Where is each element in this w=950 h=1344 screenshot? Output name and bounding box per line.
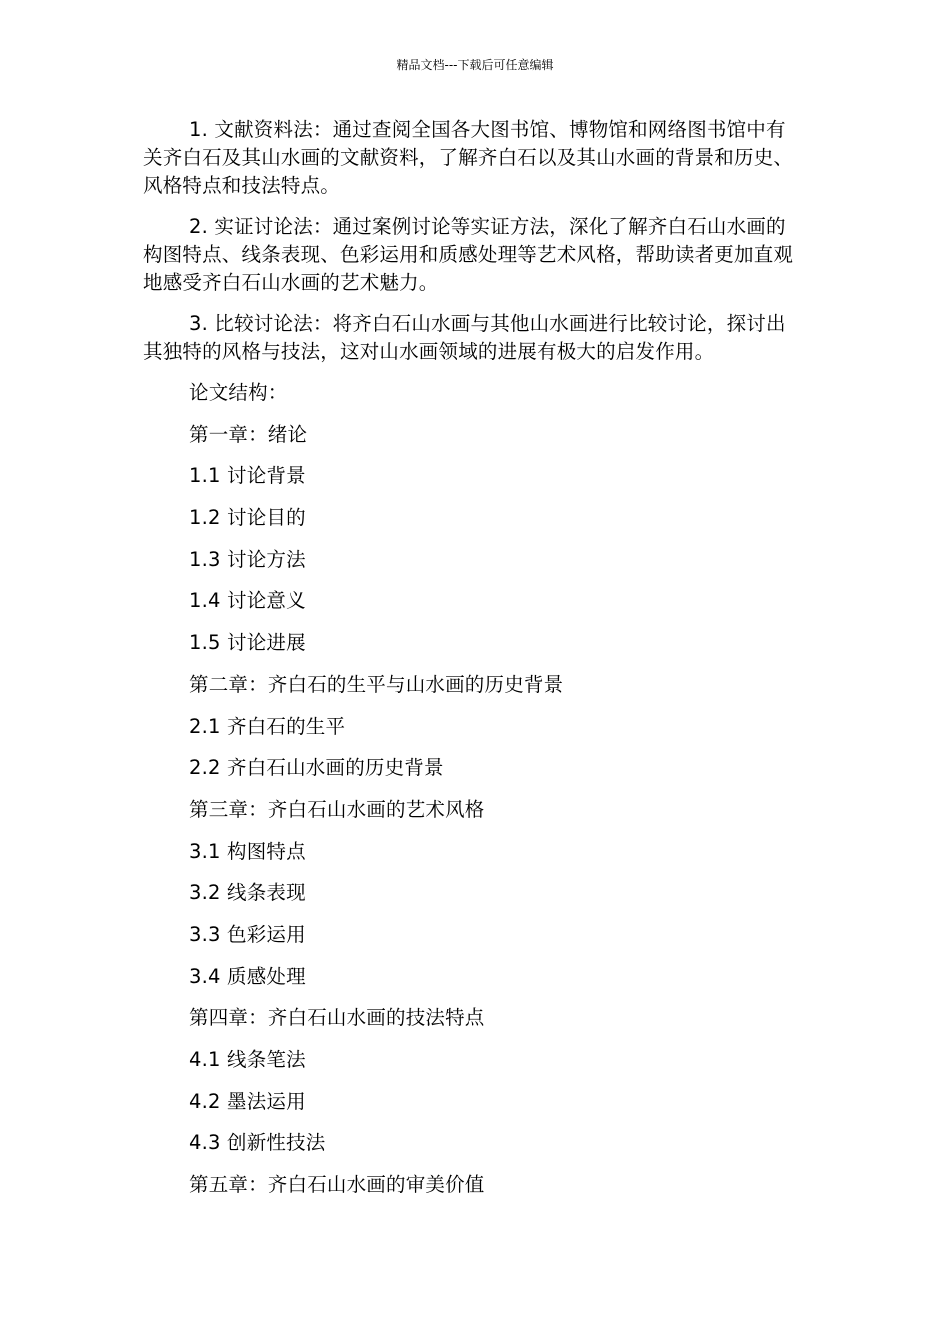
- outline-chapter: 第一章：绪论: [189, 422, 308, 446]
- outline-chapter: 第二章：齐白石的生平与山水画的历史背景: [189, 672, 564, 696]
- outline-chapter: 第五章：齐白石山水画的审美价值: [189, 1173, 485, 1197]
- outline-section: 1.2 讨论目的: [189, 506, 306, 530]
- outline-chapter: 第四章：齐白石山水画的技法特点: [189, 1006, 485, 1030]
- outline-section: 3.4 质感处理: [189, 964, 306, 988]
- document-body: [143, 116, 803, 1213]
- outline-section: 1.4 讨论意义: [189, 589, 306, 613]
- outline-section: 2.1 齐白石的生平: [189, 714, 346, 738]
- outline-section: 1.1 讨论背景: [189, 464, 306, 488]
- outline-section: 3.3 色彩运用: [189, 922, 306, 946]
- outline-section: 3.2 线条表现: [189, 881, 306, 905]
- outline-section: 1.3 讨论方法: [189, 547, 306, 571]
- method-paragraph-literature: 1. 文献资料法：通过查阅全国各大图书馆、博物馆和网络图书馆中有关齐白石及其山水画的文献资料，了解齐白石以及其山水画的背景和历史、风格特点和技法特点。: [143, 118, 794, 197]
- outline-section: 3.1 构图特点: [189, 839, 306, 863]
- thesis-outline: [143, 379, 803, 1213]
- page-header: 精品文档---下载后可任意编辑: [396, 58, 554, 72]
- outline-section: 2.2 齐白石山水画的历史背景: [189, 756, 444, 780]
- method-paragraph-comparative: 3. 比较讨论法：将齐白石山水画与其他山水画进行比较讨论，探讨出其独特的风格与技法，这对山水画领域的进展有极大的启发作用。: [143, 312, 786, 363]
- outline-section: 1.5 讨论进展: [189, 631, 306, 655]
- method-paragraph-empirical: 2. 实证讨论法：通过案例讨论等实证方法，深化了解齐白石山水画的构图特点、线条表现、色彩运用和质感处理等艺术风格，帮助读者更加直观地感受齐白石山水画的艺术魅力。: [143, 215, 794, 294]
- outline-heading: 论文结构：: [189, 381, 288, 404]
- outline-section: 4.2 墨法运用: [189, 1089, 306, 1113]
- outline-chapter: 第三章：齐白石山水画的艺术风格: [189, 797, 485, 821]
- outline-section: 4.1 线条笔法: [189, 1048, 306, 1071]
- outline-section: 4.3 创新性技法: [189, 1131, 326, 1155]
